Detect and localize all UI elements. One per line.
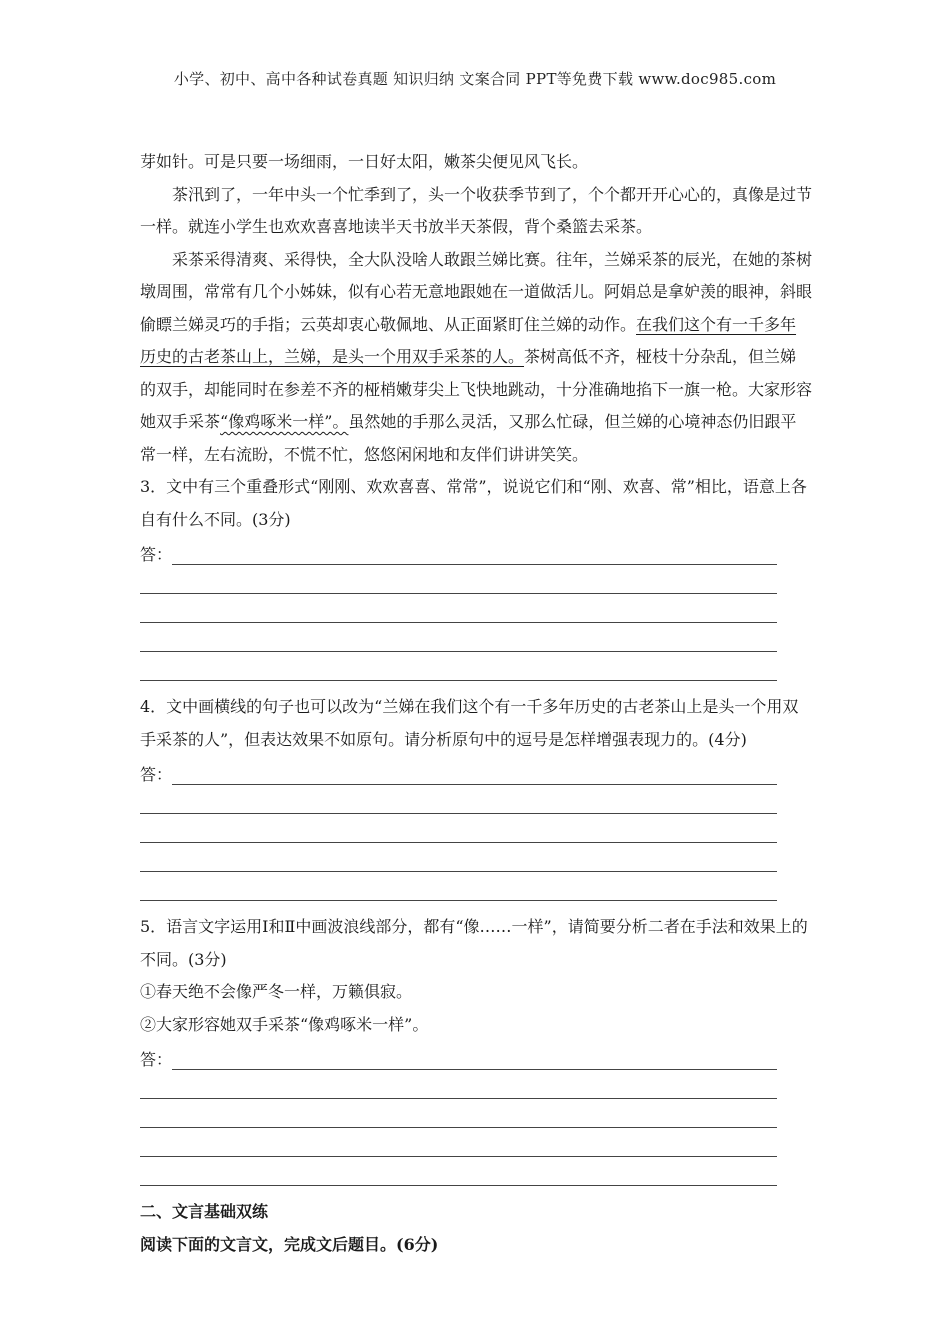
answer-line[interactable]	[140, 623, 777, 652]
answer-line[interactable]	[140, 872, 777, 901]
passage-paragraph-0: 芽如针。可是只要一场细雨，一日好太阳，嫩茶尖便见风飞长。	[140, 152, 589, 171]
section-title: 二、文言基础双练	[140, 1202, 269, 1221]
answer-line[interactable]	[140, 843, 777, 872]
answer-line[interactable]	[172, 546, 777, 565]
wavy-underlined-phrase: “像鸡啄米一样”。	[220, 412, 349, 431]
page-header: 小学、初中、高中各种试卷真题 知识归纳 文案合同 PPT等免费下载 www.doc985.com	[173, 70, 777, 88]
passage-paragraph-1: 茶汛到了，一年中头一个忙季到了，头一个收获季节到了，个个都开开心心的，真像是过节一样。就连小学生也欢欢喜喜地读半天书放半天茶假，背个桑篮去采茶。	[140, 184, 813, 236]
answer-line[interactable]	[140, 565, 777, 594]
question-4: 4．文中画横线的句子也可以改为“兰娣在我们这个有一千多年历史的古老茶山上是头一个用双手采茶的人”，但表达效果不如原句。请分析原句中的逗号是怎样增强表现力的。(4分)	[140, 697, 799, 749]
answer-area-5	[140, 1041, 777, 1186]
answer-line[interactable]	[140, 785, 777, 814]
document-body	[140, 146, 812, 1261]
answer-label-4: 答：	[140, 765, 173, 784]
answer-line[interactable]	[140, 1157, 777, 1186]
answer-area-4	[140, 756, 777, 901]
answer-label-5: 答：	[140, 1050, 173, 1069]
answer-line[interactable]	[172, 766, 777, 785]
passage-text-a: 采茶采得清爽、采得快，全大队没啥人敢跟兰娣比赛。往年，兰娣采茶的辰光，在她的茶树墩周围，常常有几个小姊妹，似有心若无意地跟她在一道做活儿。阿娟总是拿妒羡的眼神，斜眼偷瞟兰娣灵巧的手指；云英却衷心敬佩地、从正面紧盯住兰娣的动作。	[140, 249, 813, 334]
passage-text-c: 虽然她的手那么灵活，又那么忙碌，但兰娣的心境神态仍旧跟平常一样，左右流盼，不慌不忙，悠悠闲闲地和友伴们讲讲笑笑。	[140, 412, 797, 464]
answer-line[interactable]	[140, 814, 777, 843]
answer-label-3: 答：	[140, 545, 173, 564]
answer-line[interactable]	[140, 1099, 777, 1128]
answer-line[interactable]	[140, 1128, 777, 1157]
underlined-sentence: 在我们这个有一千多年历史的古老茶山上，兰娣，是头一个用双手采茶的人。	[140, 314, 797, 366]
passage-paragraph-2	[140, 244, 812, 472]
answer-area-3	[140, 536, 777, 681]
section-instruction: 阅读下面的文言文，完成文后题目。(6分)	[140, 1234, 439, 1254]
question-5: 5．语言文字运用Ⅰ和Ⅱ中画波浪线部分，都有“像……一样”，请简要分析二者在手法和效果上的不同。(3分)	[140, 917, 808, 969]
answer-line[interactable]	[140, 594, 777, 623]
passage-text-b: 茶树高低不齐，桠枝十分杂乱，但兰娣的双手，却能同时在参差不齐的桠梢嫩芽尖上飞快地跳动，十分准确地掐下一旗一枪。大家形容她双手采茶	[140, 347, 813, 431]
question-5-item-2: ②大家形容她双手采茶“像鸡啄米一样”。	[140, 1014, 429, 1034]
answer-line[interactable]	[172, 1051, 777, 1070]
answer-line[interactable]	[140, 1070, 777, 1099]
answer-line[interactable]	[140, 652, 777, 681]
question-3: 3．文中有三个重叠形式“刚刚、欢欢喜喜、常常”，说说它们和“刚、欢喜、常”相比，语意上各自有什么不同。(3分)	[140, 477, 807, 529]
question-5-item-1: ①春天绝不会像严冬一样，万籁俱寂。	[140, 982, 413, 1001]
